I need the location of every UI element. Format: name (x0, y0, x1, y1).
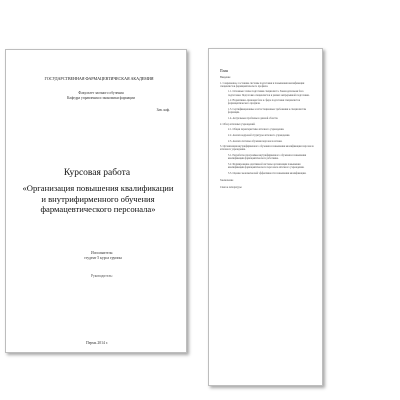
contents-item: Список литературы (220, 185, 242, 189)
department-head: Зав. каф. (156, 108, 170, 112)
supervisor-label: Руководитель: (91, 274, 113, 278)
university-name: ГОСУДАРСТВЕННАЯ ФАРМАЦЕВТИЧЕСКАЯ АКАДЕМИЯ (44, 76, 154, 81)
work-type-heading: Курсовая работа (63, 168, 131, 178)
performer-name: студент 5 курса группы (84, 256, 122, 260)
contents-title: План (220, 69, 228, 73)
contents-item: 1.4. Актуальные проблемы в данной области. (228, 116, 279, 120)
contents-item: 2.2. Анализ кадровой структуры аптечного учреждения. (228, 133, 290, 137)
contents-item: 3. Организация внутрифирменного обучения и повышения квалификации персонала аптечного учреждения. (220, 145, 314, 152)
contents-item: 2.1. Общая характеристика аптечного учреждения. (228, 128, 285, 132)
contents-item: Введение (220, 76, 231, 79)
contents-item: 2.3. Анализ системы обучения персонала аптеки. (228, 139, 283, 143)
performer-label: Исполнитель: (91, 251, 114, 255)
contents-page (208, 48, 323, 386)
contents-item: 2. Обзор аптечных учреждений. (220, 122, 256, 126)
city-year: Пермь 2014 г. (86, 341, 108, 345)
contents-item: 3.1. Разработка программы внутрифирменного обучения и повышения квалификации фармацевтического работника. (228, 154, 307, 161)
contents-item: 3.3. Оценка экономической эффективности повышения квалификации. (228, 171, 307, 175)
contents-item: 3.2. Формирование адаптивной системы организации повышения квалификации фармацевтического персонала аптечного учреждения. (228, 162, 305, 169)
department-name: Кафедра управления и экономики фармации (67, 96, 135, 100)
contents-item: Заключение (220, 178, 234, 182)
contents-item: 1.2. Нормативно-правовая база в сфере подготовки специалистов фармацевтического профиля. (228, 99, 300, 106)
faculty-name: Факультет заочного обучения (78, 91, 124, 95)
work-title: «Организация повышения квалификации и внутрифирменного обучения фармацевтического персонала» (22, 183, 174, 214)
contents-item: 1.3. Сертификационные и аттестационные требования к специалистам фармации. (228, 108, 307, 115)
contents-list (220, 76, 316, 189)
table-of-contents (220, 69, 316, 191)
contents-item: 1.1. Основные этапы подготовки специалиста. Законодательная база подготовки. Подготовка специалистов в рамках непрерывной подготовки. (228, 90, 310, 97)
contents-item: 1. Современное состояние системы подготовки и повышения квалификации специалистов фармацевтического профиля. (220, 81, 305, 88)
title-page (5, 49, 187, 353)
